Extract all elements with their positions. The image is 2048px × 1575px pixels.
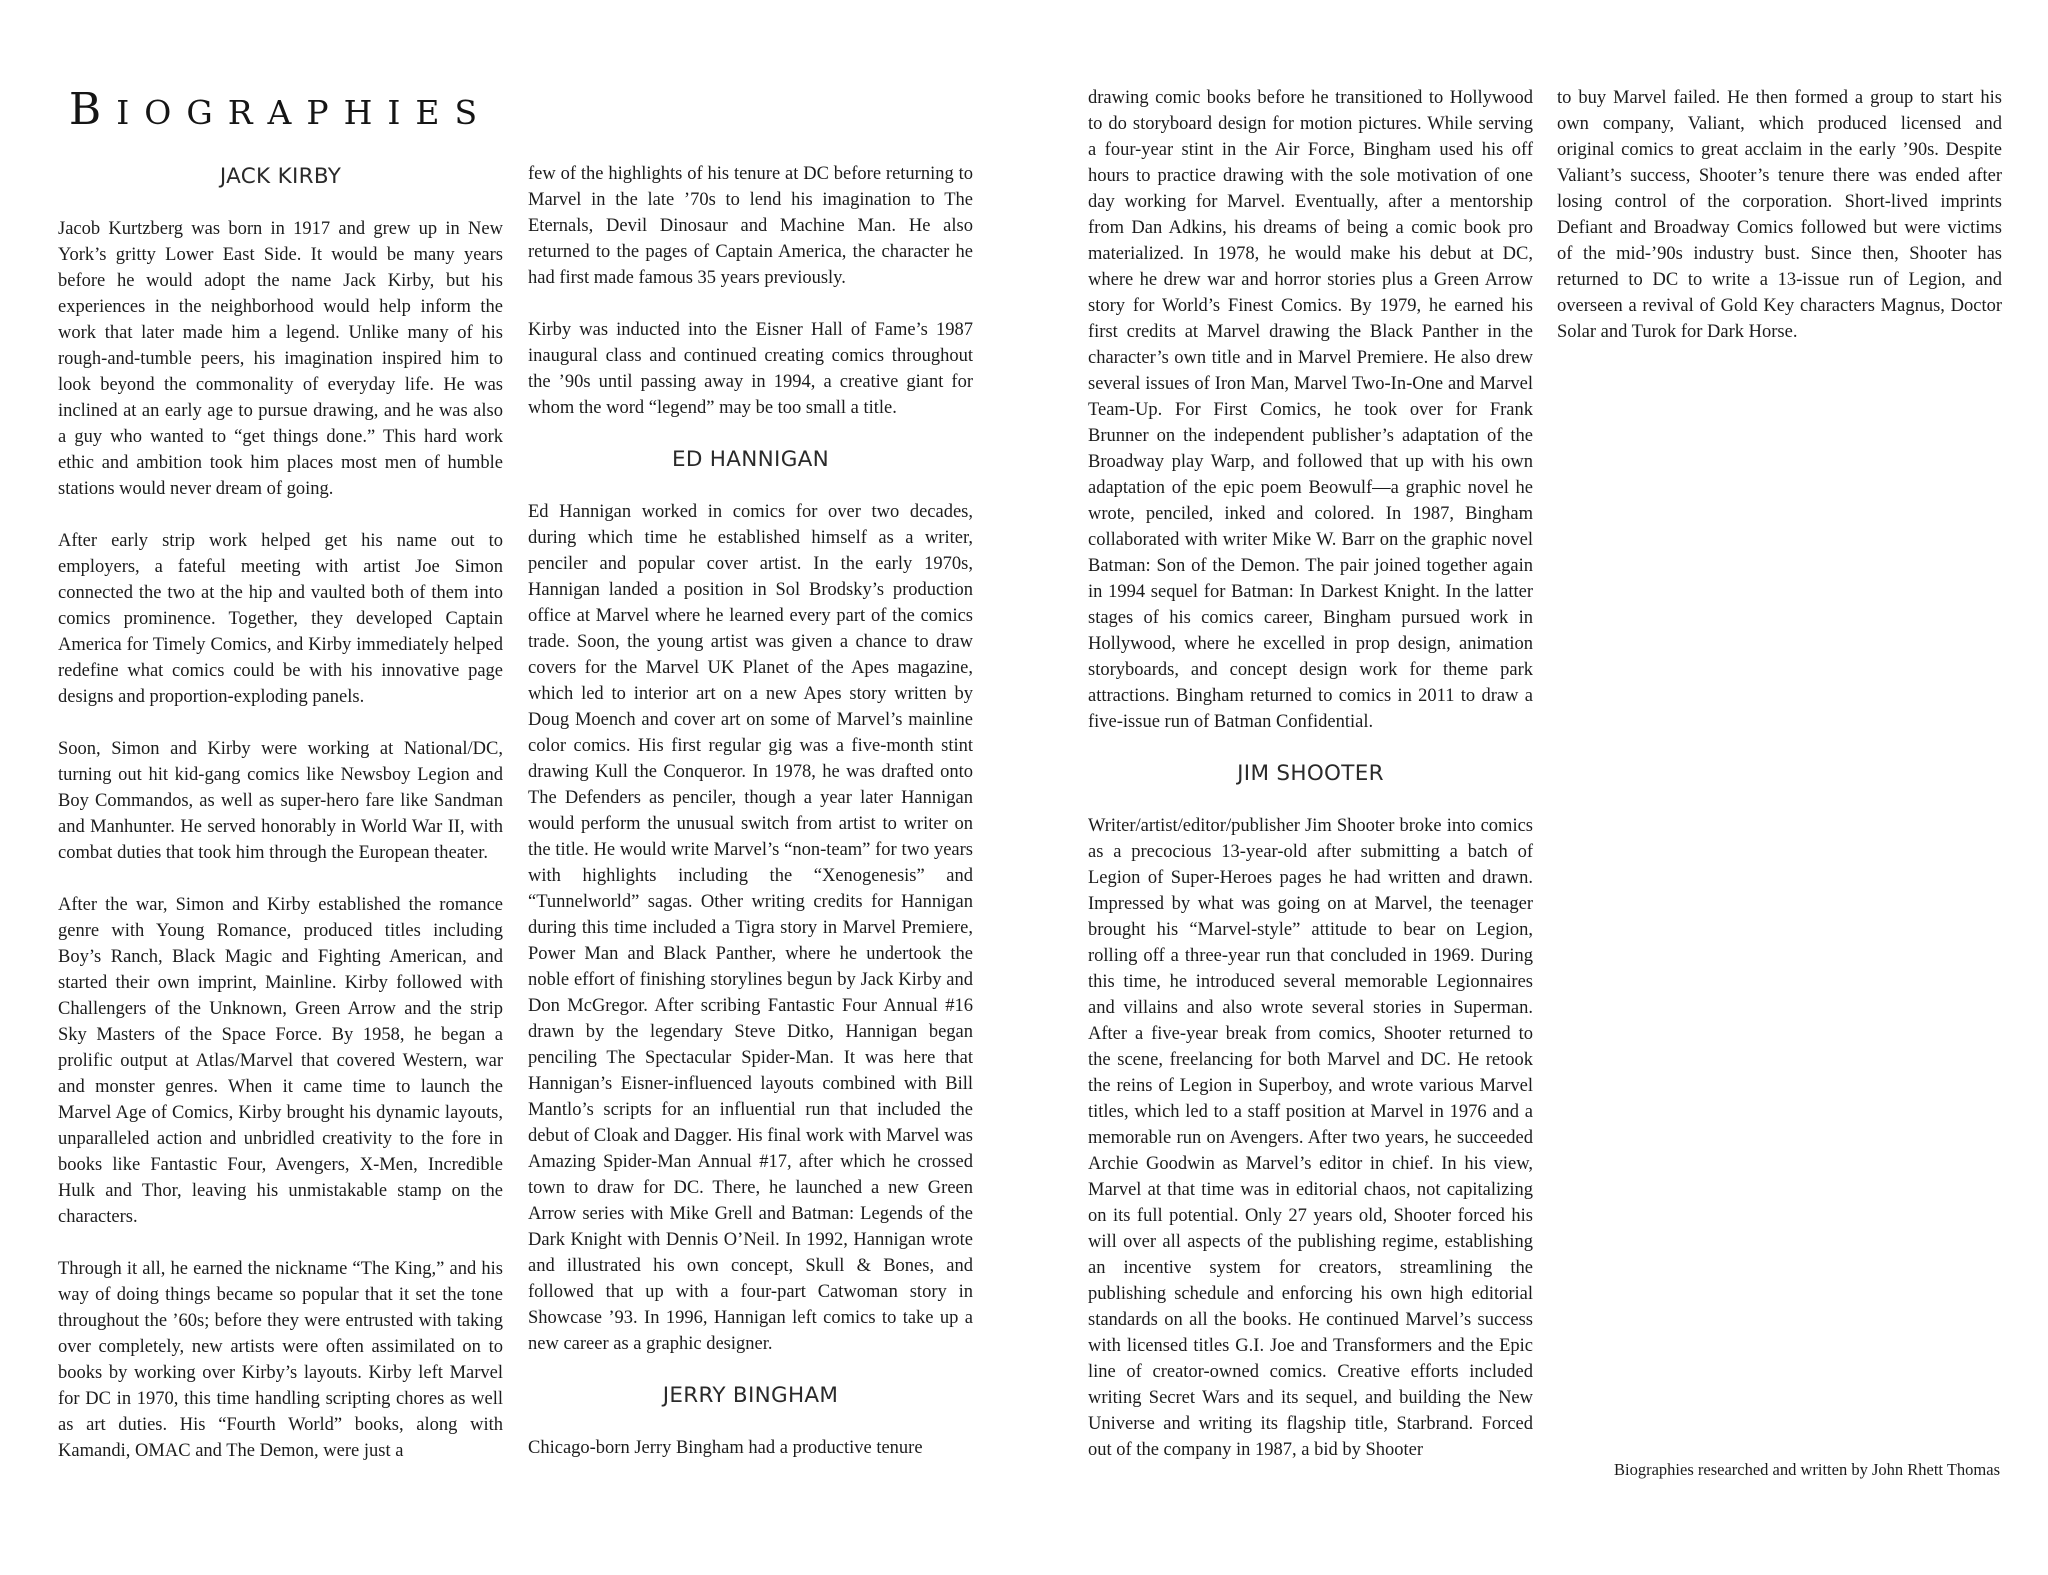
hannigan-paragraph-1: Ed Hannigan worked in comics for over two decades, during which time he established himself as a writer, penciler and popular cover artist. In the early 1970s, Hannigan landed a position in Sol Brodsky’s production office at Marvel where he learned every part of the comics trade. Soon, the young artist was given a chance to draw covers for the Marvel UK Planet of the Apes magazine, which led to interior art on a new Apes story written by Doug Moench and cover art on some of Marvel’s mainline color comics. His first regular gig was a five-month stint drawing Kull the Conqueror. In 1978, he was drafted onto The Defenders as penciler, though a year later Hannigan would perform the unusual switch from artist to writer on the title. He would write Marvel’s “non-team” for two years with highlights including the “Xenogenesis” and “Tunnelworld” sagas. Other writing credits for Hannigan during this time included a Tigra story in Marvel Premiere, Power Man and Black Panther, where he undertook the noble effort of finishing storylines begun by Jack Kirby and Don McGregor. After scribing Fantastic Four Annual #16 drawn by the legendary Steve Ditko, Hannigan began penciling The Spectacular Spider-Man. It was here that Hannigan’s Eisner-influenced layouts combined with Bill Mantlo’s scripts for an influential run that included the debut of Cloak and Dagger. His final work with Marvel was Amazing Spider-Man Annual #17, after which he crossed town to draw for DC. There, he launched a new Green Arrow series with Mike Grell and Batman: Legends of the Dark Knight with Dennis O’Neil. In 1992, Hannigan wrote and illustrated his own concept, Skull & Bones, and followed that up with a four-part Catwoman story in Showcase ’93. In 1996, Hannigan left comics to take up a new career as a graphic designer. <box>528 502 973 1354</box>
column-4 <box>1557 85 2002 345</box>
shooter-paragraph-1: Writer/artist/editor/publisher Jim Shooter broke into comics as a precocious 13-year-old after submitting a batch of Legion of Super-Heroes pages he had written and drawn. Impressed by what was going on at Marvel, the teenager brought his “Marvel-style” attitude to bear on Legion, rolling off a three-year run that concluded in 1969. During this time, he introduced several memorable Legionnaires and villains and also wrote several stories in Superman. After a five-year break from comics, Shooter returned to the scene, freelancing for both Marvel and DC. He retook the reins of Legion in Superboy, and wrote various Marvel titles, which led to a staff position at Marvel in 1976 and a memorable run on Avengers. After two years, he succeeded Archie Goodwin as Marvel’s editor in chief. In his view, Marvel at that time was in editorial chaos, not capitalizing on its full potential. Only 27 years old, Shooter forced his will over all aspects of the publishing regime, establishing an incentive system for creators, streamlining the publishing schedule and enforcing his own high editorial standards on all the books. He continued Marvel’s success with licensed titles G.I. Joe and Transformers and the Epic line of creator-owned comics. Creative efforts included writing Secret Wars and its sequel, and building the New Universe and writing its flagship title, Starbrand. Forced out of the company in 1987, a bid by Shooter <box>1088 816 1533 1460</box>
page-title <box>58 84 503 135</box>
kirby-paragraph-1: Jacob Kurtzberg was born in 1917 and grew up in New York’s gritty Lower East Side. It would be many years before he would adopt the name Jack Kirby, but his experiences in the neighborhood would help inform the work that later made him a legend. Unlike many of his rough-and-tumble peers, his imagination inspired him to look beyond the commonality of everyday life. He was inclined at an early age to pursue drawing, and he was also a guy who wanted to “get things done.” This hard work ethic and ambition took him places most men of humble stations would never dream of going. <box>58 219 503 499</box>
kirby-paragraph-2: After early strip work helped get his name out to employers, a fateful meeting with artist Joe Simon connected the two at the hip and vaulted both of them into comics prominence. Together, they developed Captain America for Timely Comics, and Kirby immediately helped redefine what comics could be with his innovative page designs and proportion-exploding panels. <box>58 531 503 707</box>
page-title-initial: B <box>68 84 117 135</box>
kirby-paragraph-7: Kirby was inducted into the Eisner Hall of Fame’s 1987 inaugural class and continued creating comics throughout the ’90s until passing away in 1994, a creative giant for whom the word “legend” may be too small a title. <box>528 320 973 418</box>
bio-heading-hannigan: ED HANNIGAN <box>671 447 830 472</box>
author-credit: Biographies researched and written by John Rhett Thomas <box>1614 1460 2000 1479</box>
kirby-paragraph-6: few of the highlights of his tenure at DC before returning to Marvel in the late ’70s to lend his imagination to The Eternals, Devil Dinosaur and Machine Man. He also returned to the pages of Captain America, the character he had first made famous 35 years previously. <box>528 164 973 288</box>
page-title-rest: IOGRAPHIES <box>116 93 493 132</box>
bio-heading-shooter: JIM SHOOTER <box>1237 761 1384 786</box>
kirby-paragraph-3: Soon, Simon and Kirby were working at National/DC, turning out hit kid-gang comics like Newsboy Legion and Boy Commandos, as well as super-hero fare like Sandman and Manhunter. He served honorably in World War II, with combat duties that took him through the European theater. <box>58 739 503 863</box>
bio-heading-kirby: JACK KIRBY <box>219 164 342 189</box>
column-1 <box>58 164 503 1464</box>
kirby-paragraph-4: After the war, Simon and Kirby established the romance genre with Young Romance, produced titles including Boy’s Ranch, Black Magic and Fighting American, and started their own imprint, Mainline. Kirby followed with Challengers of the Unknown, Green Arrow and the strip Sky Masters of the Space Force. By 1958, he began a prolific output at Atlas/Marvel that covered Western, war and monster genres. When it came time to launch the Marvel Age of Comics, Kirby brought his dynamic layouts, unparalleled action and unbridled creativity to the fore in books like Fantastic Four, Avengers, X-Men, Incredible Hulk and Thor, leaving his unmistakable stamp on the characters. <box>58 895 503 1227</box>
bingham-paragraph-2: drawing comic books before he transitioned to Hollywood to do storyboard design for motion pictures. While serving a four-year stint in the Air Force, Bingham used his off hours to practice drawing with the sole motivation of one day working for Marvel. Eventually, after a mentorship from Dan Adkins, his dreams of being a comic book pro materialized. In 1978, he would make his debut at DC, where he drew war and horror stories plus a Green Arrow story for World’s Finest Comics. By 1979, he earned his first credits at Marvel drawing the Black Panther in the character’s own title and in Marvel Premiere. He also drew several issues of Iron Man, Marvel Two-In-One and Marvel Team-Up. For First Comics, he took over for Frank Brunner on the independent publisher’s adaptation of the Broadway play Warp, and followed that up with his own adaptation of the epic poem Beowulf—a graphic novel he wrote, penciled, inked and colored. In 1987, Bingham collaborated with writer Mike W. Barr on the graphic novel Batman: Son of the Demon. The pair joined together again in 1994 sequel for Batman: In Darkest Knight. In the latter stages of his comics career, Bingham pursued work in Hollywood, where he excelled in prop design, animation storyboards, and concept design work for theme park attractions. Bingham returned to comics in 2011 to draw a five-issue run of Batman Confidential. <box>1088 88 1533 732</box>
shooter-paragraph-2: to buy Marvel failed. He then formed a group to start his own company, Valiant, which produced licensed and original comics to great acclaim in the early ’90s. Despite Valiant’s success, Shooter’s tenure there was ended after losing control of the corporation. Short-lived imprints Defiant and Broadway Comics followed but were victims of the mid-’90s industry bust. Since then, Shooter has returned to DC to write a 13-issue run of Legion, and overseen a revival of Gold Key characters Magnus, Doctor Solar and Turok for Dark Horse. <box>1557 88 2002 342</box>
bio-heading-bingham: JERRY BINGHAM <box>662 1383 839 1408</box>
kirby-paragraph-5: Through it all, he earned the nickname “The King,” and his way of doing things became so popular that it set the tone throughout the ’60s; before they were entrusted with taking over completely, new artists were often assimilated on to books by working over Kirby’s layouts. Kirby left Marvel for DC in 1970, this time handling scripting chores as well as art duties. His “Fourth World” books, along with Kamandi, OMAC and The Demon, were just a <box>58 1259 503 1461</box>
bingham-paragraph-1: Chicago-born Jerry Bingham had a productive tenure <box>528 1438 923 1458</box>
column-2 <box>528 161 973 1461</box>
column-3 <box>1088 85 1533 1463</box>
